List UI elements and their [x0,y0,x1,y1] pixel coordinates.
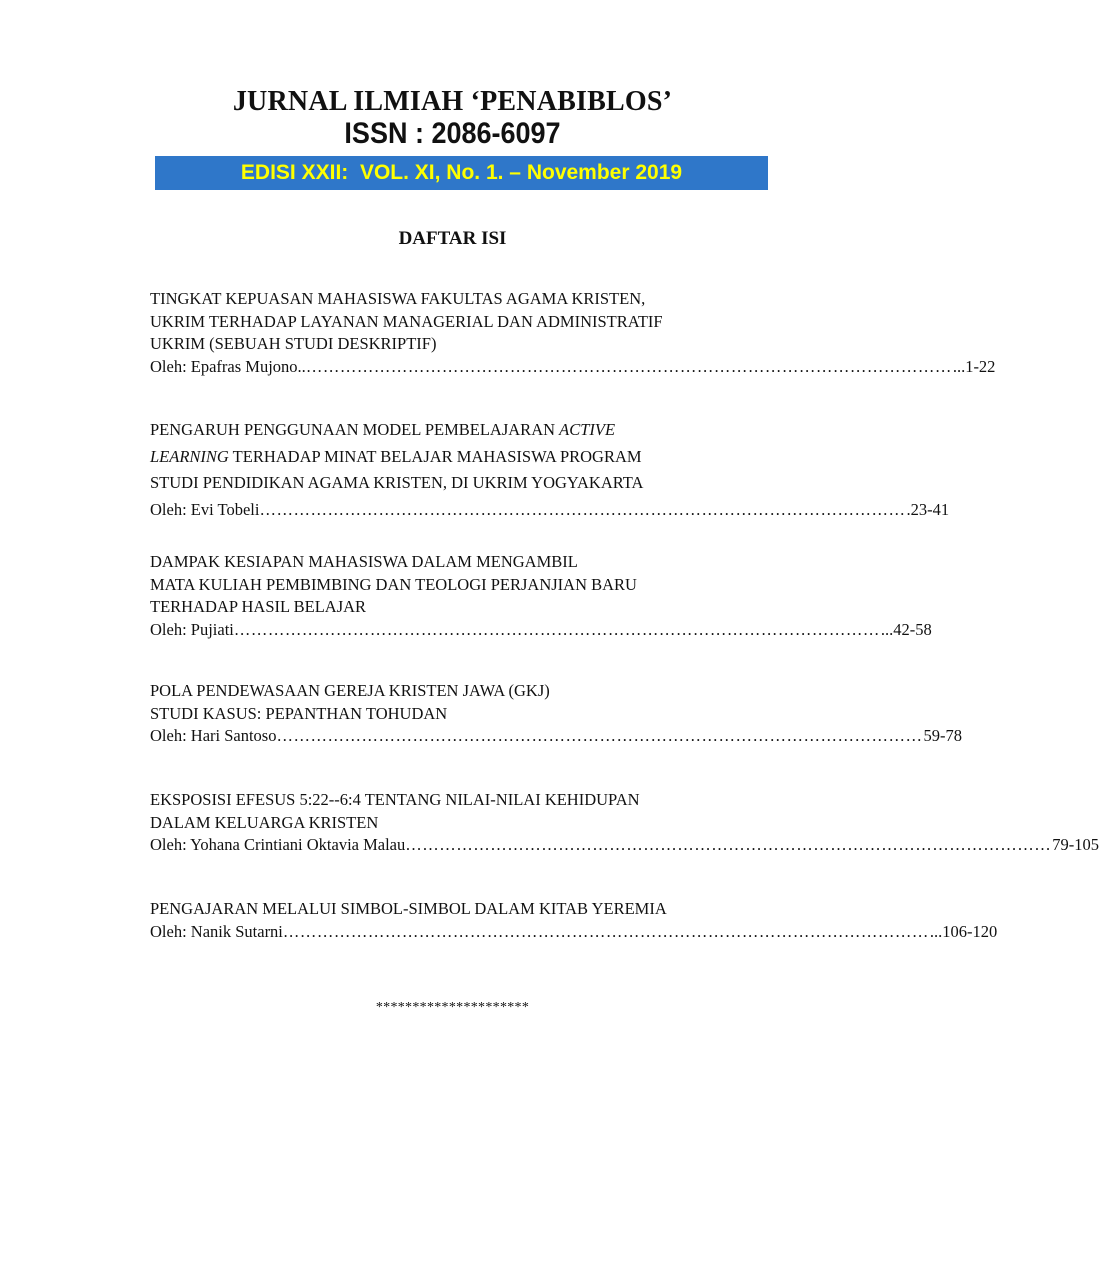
entry-author: Oleh: Evi Tobeli [150,499,260,519]
toc-heading: DAFTAR ISI [398,228,507,249]
dot-leader: …………………………………………………………………………………………………… [305,356,952,376]
entry-author: Oleh: Pujiati [150,619,234,639]
toc-entry [150,898,998,943]
entry-author-line [150,497,950,524]
entry-title-line [150,444,765,471]
issn: ISSN : 2086-6097 [344,117,561,150]
toc-entry [150,288,996,378]
dot-leader: …………………………………………………………………………………………………… [405,835,1052,854]
entry-author: Oleh: Epafras Mujono.. [150,356,306,376]
entry-author: Oleh: Hari Santoso [150,726,277,745]
edition-banner [155,156,768,190]
entry-author-line [150,619,932,642]
entry-title-line: MATA KULIAH PEMBIMBING DAN TEOLOGI PERJANJIAN BARU [150,574,637,594]
toc-entry [150,680,962,748]
entry-pages: 59-78 [923,726,962,745]
footer-separator: ********************* [375,1000,530,1015]
entry-pages: ...42-58 [880,619,932,639]
entry-title-text: PENGARUH PENGGUNAAN MODEL PEMBELAJARAN [150,420,560,439]
journal-title: JURNAL ILMIAH ‘PENABIBLOS’ [232,86,673,117]
entry-author-line [150,834,1099,857]
edition-label: EDISI XXII: VOL. XI, No. 1. – November 2019 [240,161,683,184]
dot-leader: …………………………………………………………………………………………………… [259,499,906,519]
entry-title-line: UKRIM TERHADAP LAYANAN MANAGERIAL DAN ADMINISTRATIF [150,311,663,331]
entry-title-line: DAMPAK KESIAPAN MAHASISWA DALAM MENGAMBIL [150,552,578,571]
entry-title-italic: ACTIVE [559,420,616,439]
entry-title-line: POLA PENDEWASAAN GEREJA KRISTEN JAWA (GKJ) [150,681,550,700]
entry-pages: ...106-120 [929,921,998,941]
toc-entry [150,417,950,523]
entry-title-line: PENGAJARAN MELALUI SIMBOL-SIMBOL DALAM KITAB YEREMIA [150,899,667,918]
entry-author-line [150,356,996,379]
dot-leader: …………………………………………………………………………………………………… [276,726,923,745]
entry-title-text: TERHADAP MINAT BELAJAR MAHASISWA PROGRAM [228,446,642,466]
dot-leader: …………………………………………………………………………………………………… [233,619,880,639]
entry-title-line: UKRIM (SEBUAH STUDI DESKRIPTIF) [150,334,437,353]
entry-title-line: TERHADAP HASIL BELAJAR [150,597,367,616]
entry-title-line: DALAM KELUARGA KRISTEN [150,812,379,832]
entry-title-line: TINGKAT KEPUASAN MAHASISWA FAKULTAS AGAMA KRISTEN, [150,289,646,308]
entry-title-line: STUDI KASUS: PEPANTHAN TOHUDAN [150,703,448,723]
entry-pages: .23-41 [906,499,950,519]
entry-title-italic: LEARNING [150,446,229,466]
dot-leader: …………………………………………………………………………………………………… [282,921,929,941]
entry-title-line: EKSPOSISI EFESUS 5:22--6:4 TENTANG NILAI-NILAI KEHIDUPAN [150,790,640,809]
entry-author-line [150,725,962,748]
entry-author: Oleh: Nanik Sutarni [150,921,283,941]
entry-author-line [150,921,998,944]
entry-pages: 79-105 [1052,835,1099,854]
toc-entry [150,551,932,641]
entry-pages: ...1-22 [952,356,996,376]
toc-entry [150,789,1099,857]
entry-title-line: STUDI PENDIDIKAN AGAMA KRISTEN, DI UKRIM YOGYAKARTA [150,473,644,492]
entry-author: Oleh: Yohana Crintiani Oktavia Malau [150,835,406,854]
entry-title-line [150,417,765,444]
